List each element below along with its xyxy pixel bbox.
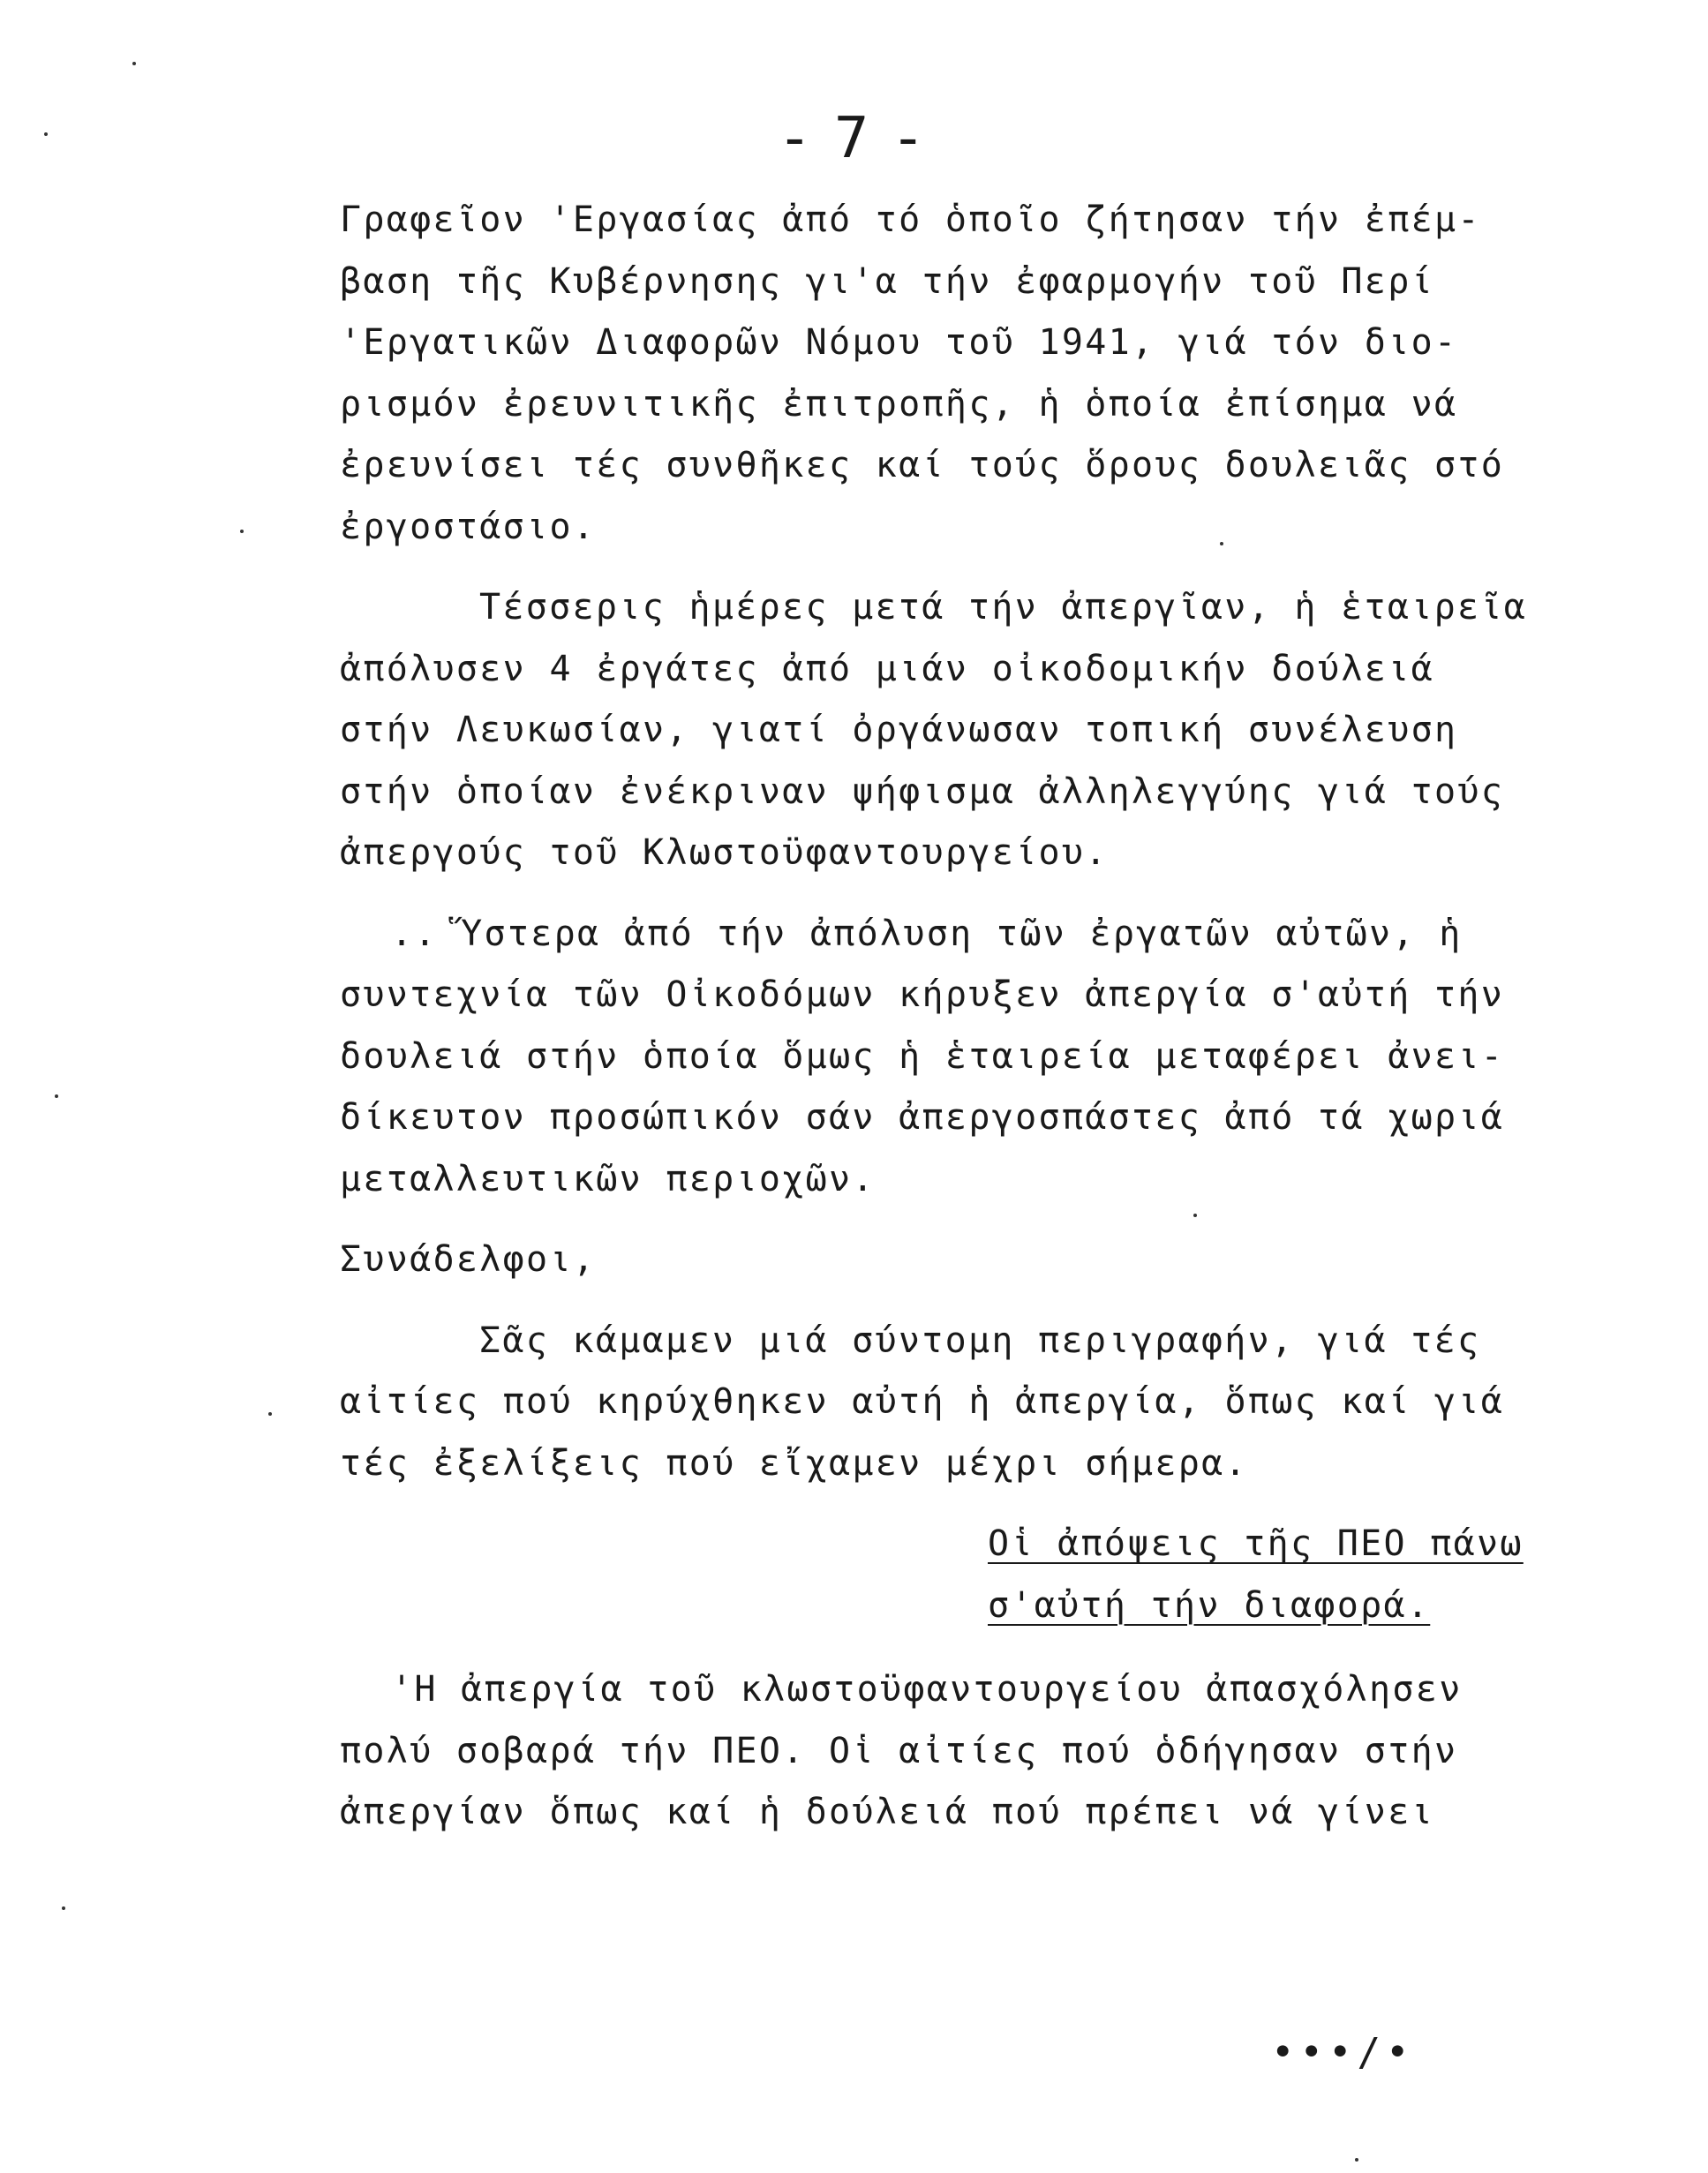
text-line: συντεχνία τῶν Οἰκοδόμων κήρυξεν ἀπεργία σ'αὐτή τήν: [340, 974, 1505, 1015]
scan-speck: [44, 132, 48, 136]
page-number: - 7 -: [784, 106, 924, 171]
scan-speck: [1355, 2158, 1358, 2162]
text-line: δουλειά στήν ὁποία ὅμως ἡ ἑταιρεία μεταφέρει ἀνει-: [340, 1035, 1505, 1077]
text-line: Τέσσερις ἡμέρες μετά τήν ἀπεργῖαν, ἡ ἑταιρεῖα: [479, 587, 1528, 628]
text-line: στήν Λευκωσίαν, γιατί ὀργάνωσαν τοπική συνέλευση: [340, 710, 1458, 750]
text-line: ἀπόλυσεν 4 ἐργάτες ἀπό μιάν οἰκοδομικήν δούλειά: [340, 648, 1434, 689]
text-line: 'Εργατικῶν Διαφορῶν Νόμου τοῦ 1941, γιά τόν διο-: [340, 322, 1458, 363]
text-line: .. Ὕστερα ἀπό τήν ἀπόλυση τῶν ἐργατῶν αὐτῶν, ἡ: [391, 913, 1463, 954]
heading-line-2: σ'αὐτή τήν διαφορά.: [988, 1584, 1431, 1626]
text-line: δίκευτον προσώπικόν σάν ἀπεργοσπάστες ἀπό τά χωριά: [340, 1097, 1505, 1138]
text-line: Συνάδελφοι,: [340, 1239, 597, 1280]
scan-speck: [132, 62, 136, 65]
text-line: ἐρευνίσει τές συνθῆκες καί τούς ὅρους δουλειᾶς στό: [340, 445, 1505, 485]
text-line: πολύ σοβαρά τήν ΠΕΟ. Οἱ αἰτίες πού ὁδήγησαν στήν: [340, 1730, 1458, 1771]
text-line: ἀπεργούς τοῦ Κλωστοϋφαντουργείου.: [340, 832, 1109, 873]
heading-line-1: Οἱ ἀπόψεις τῆς ΠΕΟ πάνω: [988, 1523, 1524, 1564]
text-line: Σᾶς κάμαμεν μιά σύντομη περιγραφήν, γιά τές: [479, 1320, 1481, 1361]
document-body: [340, 190, 1699, 1863]
text-line: ἀπεργίαν ὅπως καί ἡ δούλειά πού πρέπει νά γίνει: [340, 1792, 1434, 1832]
text-line: Γραφεῖον 'Εργασίας ἀπό τό ὁποῖο ζήτησαν τήν ἐπέμ-: [340, 199, 1481, 240]
scan-speck: [268, 1412, 272, 1416]
text-line: τές ἐξελίξεις πού εἴχαμεν μέχρι σήμερα.: [340, 1442, 1248, 1484]
paragraph-5: [340, 1659, 1699, 1844]
scan-speck: [1220, 542, 1223, 545]
paragraph-2: [340, 577, 1699, 884]
paragraph-4: [340, 1311, 1699, 1495]
scan-speck: [1193, 1214, 1197, 1217]
text-line: βαση τῆς Κυβέρνησης γι'α τήν ἐφαρμογήν τοῦ Περί: [340, 260, 1434, 302]
section-heading: [340, 1514, 1699, 1636]
text-line: ἐργοστάσιο.: [340, 506, 597, 547]
scan-speck: [55, 1094, 58, 1098]
salutation: [340, 1229, 1699, 1291]
scan-speck: [62, 1906, 65, 1910]
paragraph-1: [340, 190, 1699, 558]
scan-speck: [240, 530, 244, 533]
paragraph-3: [340, 904, 1699, 1211]
text-line: στήν ὁποίαν ἐνέκριναν ψήφισμα ἀλληλεγγύης γιά τούς: [340, 771, 1505, 812]
text-line: 'Η ἀπεργία τοῦ κλωστοϋφαντουργείου ἀπασχόλησεν: [391, 1669, 1463, 1710]
text-line: ρισμόν ἐρευνιτικῆς ἐπιτροπῆς, ἡ ὁποία ἐπίσημα νά: [340, 383, 1458, 425]
text-line: μεταλλευτικῶν περιοχῶν.: [340, 1158, 876, 1199]
text-line: αἰτίες πού κηρύχθηκεν αὐτή ἡ ἀπεργία, ὅπως καί γιά: [340, 1381, 1505, 1422]
continuation-mark: •••/•: [1271, 2030, 1415, 2075]
